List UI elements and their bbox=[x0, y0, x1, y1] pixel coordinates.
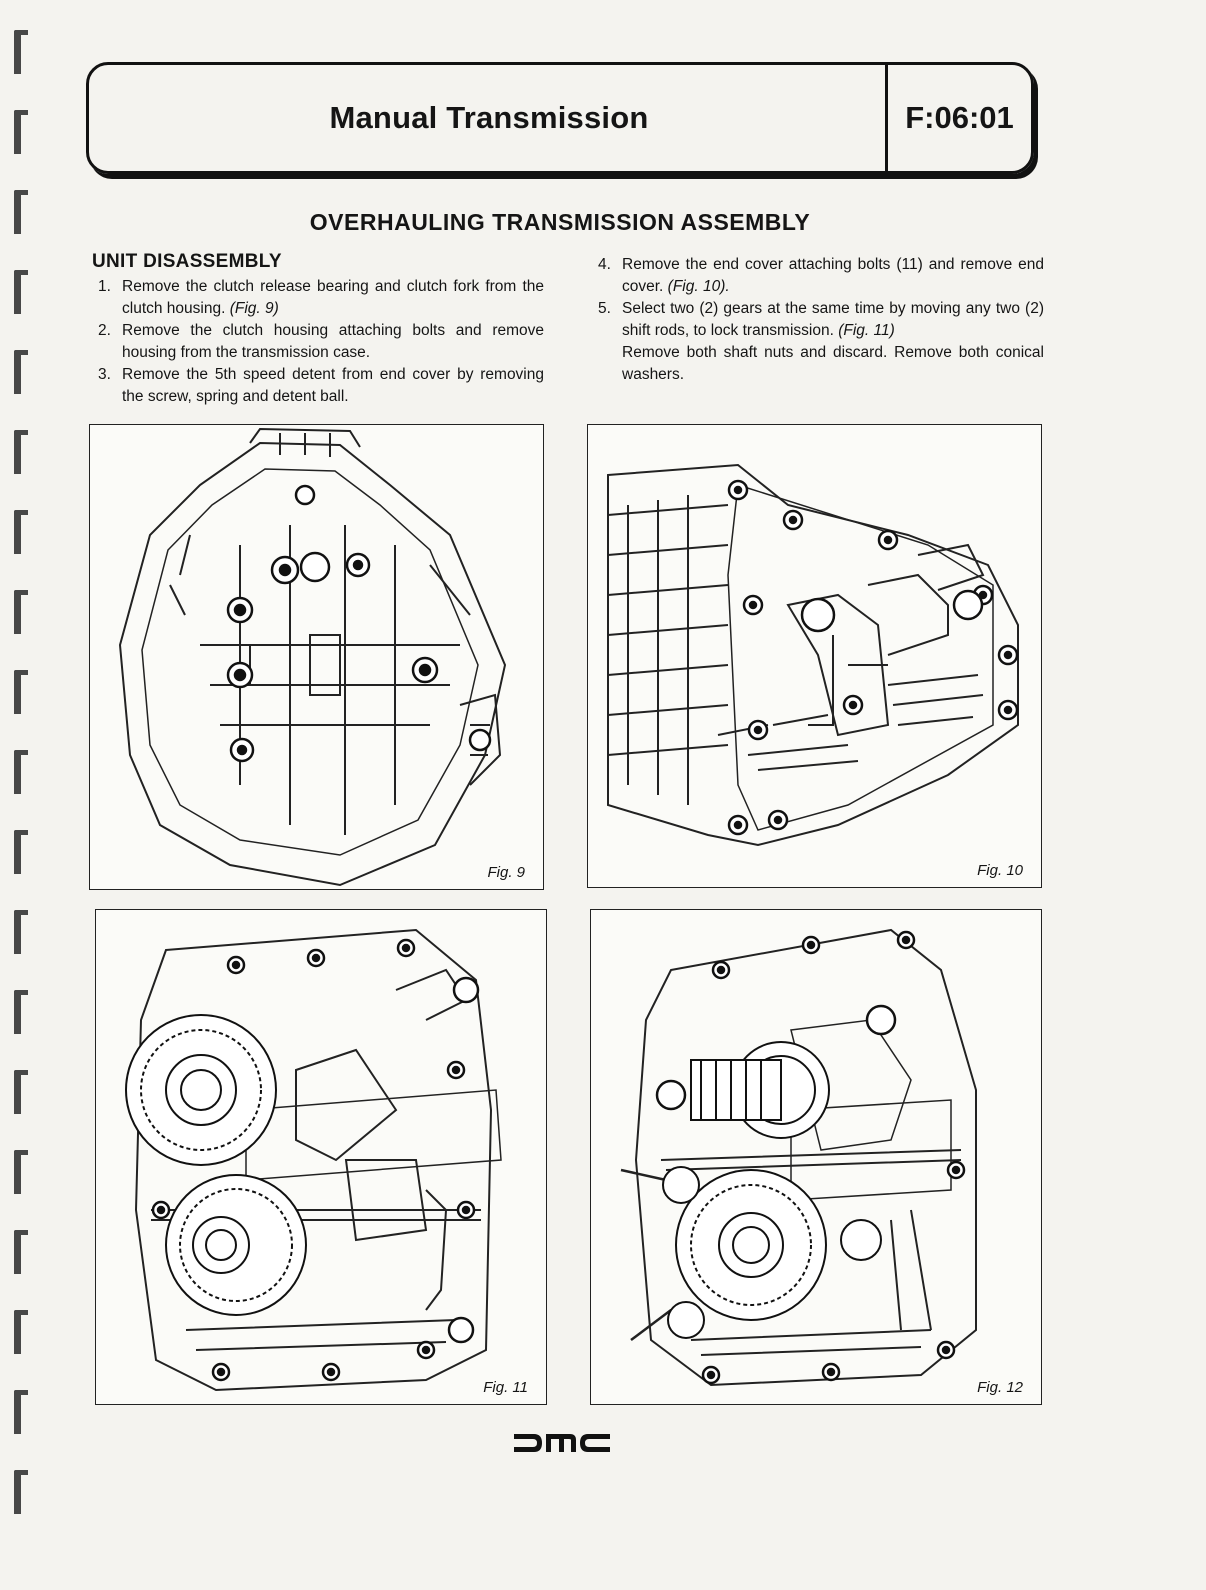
step-item bbox=[92, 320, 544, 364]
subsection-heading: UNIT DISASSEMBLY bbox=[92, 251, 282, 272]
steps-left bbox=[92, 276, 544, 408]
step-number: 3. bbox=[98, 366, 111, 383]
binding-hole bbox=[14, 510, 28, 554]
clutch-housing-illustration bbox=[90, 425, 542, 887]
step-text: Remove the end cover attaching bolts (11) and remove end cover. bbox=[622, 256, 1044, 295]
step-item bbox=[592, 254, 1044, 298]
binding-hole bbox=[14, 270, 28, 314]
figure-12 bbox=[590, 909, 1042, 1405]
shaft-nuts-illustration bbox=[591, 910, 1039, 1402]
dmc-logo bbox=[512, 1428, 612, 1458]
binding-hole bbox=[14, 30, 28, 74]
figure-caption: Fig. 11 bbox=[483, 1379, 528, 1396]
step-number: 2. bbox=[98, 322, 111, 339]
binding-hole bbox=[14, 110, 28, 154]
end-cover-illustration bbox=[588, 425, 1040, 885]
figure-caption: Fig. 10 bbox=[977, 862, 1023, 879]
binding-hole bbox=[14, 430, 28, 474]
step-item bbox=[592, 298, 1044, 342]
steps-right bbox=[592, 254, 1044, 386]
step-item bbox=[92, 276, 544, 320]
page-header bbox=[86, 62, 1034, 174]
figure-caption: Fig. 12 bbox=[977, 1379, 1023, 1396]
section-title: OVERHAULING TRANSMISSION ASSEMBLY bbox=[309, 209, 811, 235]
binding-hole bbox=[14, 590, 28, 634]
binding-hole bbox=[14, 1310, 28, 1354]
binding-hole bbox=[14, 990, 28, 1034]
binding-hole bbox=[14, 1150, 28, 1194]
binding-hole bbox=[14, 830, 28, 874]
binding-hole bbox=[14, 350, 28, 394]
dmc-logo-mark bbox=[512, 1428, 612, 1458]
binding-hole bbox=[14, 910, 28, 954]
binding-hole bbox=[14, 1070, 28, 1114]
page-title: Manual Transmission bbox=[329, 100, 649, 135]
step-number: 1. bbox=[98, 278, 111, 295]
figure-10 bbox=[587, 424, 1042, 888]
binding-hole bbox=[14, 670, 28, 714]
step-item bbox=[92, 364, 544, 408]
step-continuation: Remove both shaft nuts and discard. Remove both conical washers. bbox=[622, 344, 1044, 383]
step-text: Remove the clutch release bearing and clutch fork from the clutch housing. bbox=[122, 278, 544, 317]
page-code: F:06:01 bbox=[905, 100, 1014, 135]
step-number: 4. bbox=[598, 256, 611, 273]
binding-hole bbox=[14, 1470, 28, 1514]
binding-hole bbox=[14, 750, 28, 794]
gear-train-illustration bbox=[96, 910, 544, 1402]
binding-hole bbox=[14, 1390, 28, 1434]
figure-9 bbox=[89, 424, 544, 890]
step-text: Select two (2) gears at the same time by moving any two (2) shift rods, to lock transmission. bbox=[622, 300, 1044, 339]
binding-holes bbox=[14, 30, 44, 1570]
figure-caption: Fig. 9 bbox=[487, 864, 525, 881]
binding-hole bbox=[14, 1230, 28, 1274]
figure-reference: (Fig. 11) bbox=[838, 322, 895, 339]
step-number: 5. bbox=[598, 300, 611, 317]
figure-reference: (Fig. 10). bbox=[667, 278, 730, 295]
step-text: Remove the clutch housing attaching bolts and remove housing from the transmission case. bbox=[122, 322, 544, 361]
figure-11 bbox=[95, 909, 547, 1405]
figure-reference: (Fig. 9) bbox=[229, 300, 279, 317]
step-text: Remove the 5th speed detent from end cover by removing the screw, spring and detent ball. bbox=[122, 366, 544, 405]
